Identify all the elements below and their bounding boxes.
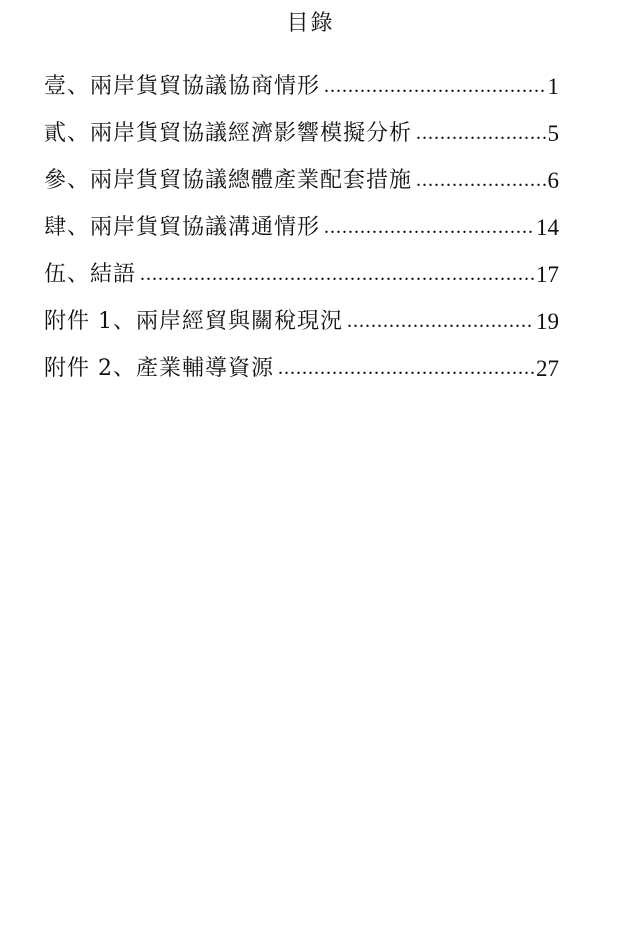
- toc-leader-dots: [416, 122, 545, 144]
- toc-entry-page: 5: [547, 121, 559, 146]
- toc-entry-label: 伍、結語: [44, 262, 137, 287]
- toc-leader-dots: [324, 75, 545, 97]
- toc-title: 目錄: [286, 11, 335, 36]
- toc-entry[interactable]: [44, 54, 559, 101]
- toc-leader-dots: [324, 216, 534, 238]
- toc-entry-label: 參、兩岸貨貿協議總體產業配套措施: [44, 168, 413, 193]
- toc-entry-label: 貳、兩岸貨貿協議經濟影響模擬分析: [44, 121, 413, 146]
- toc-leader-dots: [347, 310, 534, 332]
- toc-entry-label: 壹、兩岸貨貿協議協商情形: [44, 74, 321, 99]
- toc-entry-label: 附件 2、產業輔導資源: [44, 356, 274, 381]
- toc-entry-page: 17: [536, 262, 559, 287]
- toc-entry[interactable]: [44, 289, 559, 336]
- toc-entry[interactable]: [44, 148, 559, 195]
- table-of-contents: [44, 54, 559, 383]
- toc-entry[interactable]: [44, 242, 559, 289]
- toc-entry-page: 19: [536, 309, 559, 334]
- toc-entry-label: 附件 1、兩岸經貿與關稅現況: [44, 309, 343, 334]
- toc-entry-page: 1: [547, 74, 559, 99]
- toc-entry-page: 27: [536, 356, 559, 381]
- toc-entry-label: 肆、兩岸貨貿協議溝通情形: [44, 215, 321, 240]
- toc-entry[interactable]: [44, 101, 559, 148]
- toc-entry[interactable]: [44, 336, 559, 383]
- toc-entry-page: 6: [547, 168, 559, 193]
- toc-entry-page: 14: [536, 215, 559, 240]
- toc-leader-dots: [140, 263, 534, 285]
- toc-leader-dots: [278, 357, 534, 379]
- toc-leader-dots: [416, 169, 545, 191]
- toc-entry[interactable]: [44, 195, 559, 242]
